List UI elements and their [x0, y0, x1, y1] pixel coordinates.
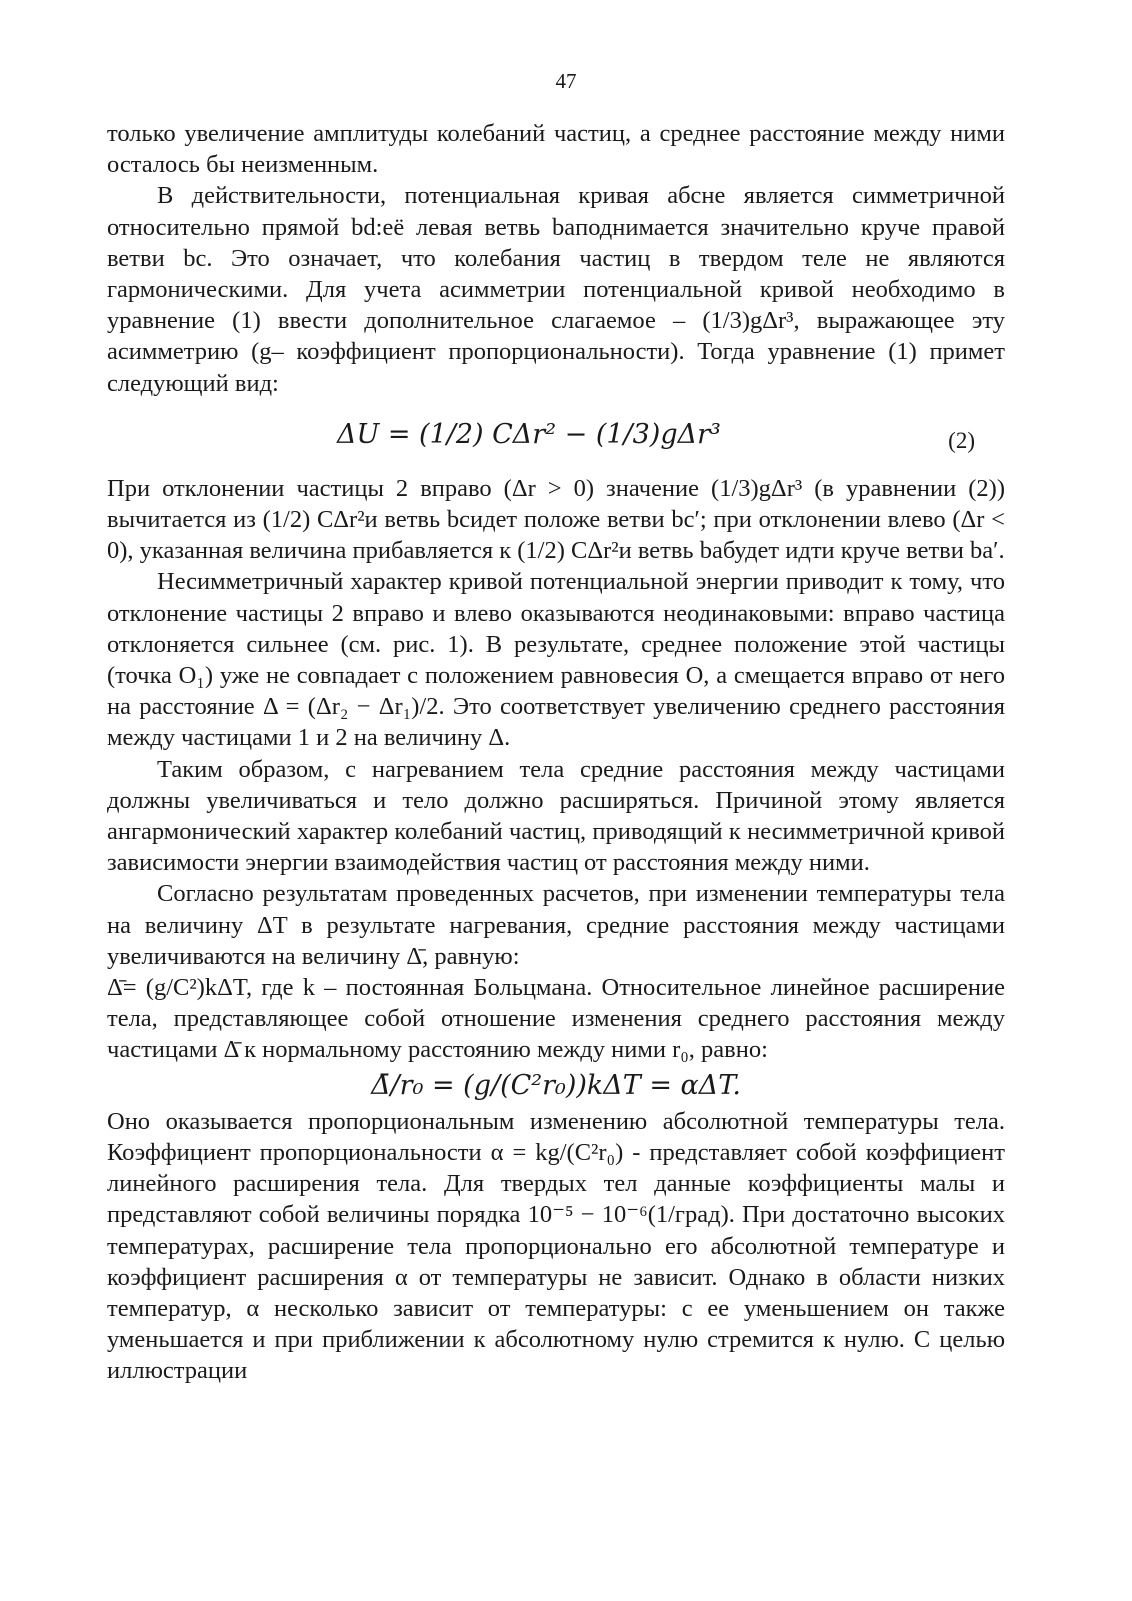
equation-2-formula: ΔU = (1/2) CΔr² − (1/3)gΔr³ — [337, 418, 721, 450]
page-number: 47 — [555, 69, 577, 93]
paragraph-7: Δ̄= (g/C²)kΔT, где k – постоянная Больцмана. Относительное линейное расширение тела, представляющее собой отношение изменения среднего расстояния между частицами Δ̄ к нормальному расстоянию между ними r₀, равно: — [107, 974, 1005, 1064]
page-body — [107, 118, 1005, 1387]
equation-3: Δ̄/r₀ = (g/(C²r₀))kΔT = αΔT. — [371, 1069, 741, 1101]
paragraph-3: При отклонении частицы 2 вправо (Δr > 0) значение (1/3)gΔr³ (в уравнении (2)) вычитается из (1/2) CΔr²и ветвь bcидет положе ветви bc′; при отклонении влево (Δr < 0), указанная величина прибавляется к (1/2) CΔr²и ветвь baбудет идти круче ветви ba′. — [107, 474, 1005, 565]
paragraph-1: только увеличение амплитуды колебаний частиц, а среднее расстояние между ними осталось бы неизменным. — [107, 120, 1005, 179]
paragraph-2: В действительности, потенциальная кривая абсне является симметричной относительно прямой bd:её левая ветвь baподнимается значительно круче правой ветви bc. Это означает, что колебания частиц в твердом теле не являются гармоническими. Для учета асимметрии потенциальной кривой необходимо в уравнение (1) ввести дополнительное слагаемое – (1/3)gΔr³, выражающее эту асимметрию (g– коэффициент пропорциональности). Тогда уравнение (1) примет следующий вид: — [107, 182, 1005, 397]
equation-2-number: (2) — [948, 427, 975, 453]
paragraph-4: Несимметричный характер кривой потенциальной энергии приводит к тому, что отклонение частицы 2 вправо и влево оказываются неодинаковыми: вправо частица отклоняется сильнее (см. рис. 1). В результате, среднее положение этой частицы (точка O₁) уже не совпадает с положением равновесия O, а смещается вправо от него на расстояние Δ = (Δr₂ − Δr₁)/2. Это соответствует увеличению среднего расстояния между частицами 1 и 2 на величину Δ. — [107, 568, 1005, 752]
paragraph-6: Согласно результатам проведенных расчетов, при изменении температуры тела на величину ΔT в результате нагревания, средние расстояния между частицами увеличиваются на величину Δ̄, равную: — [107, 880, 1005, 970]
paragraph-8: Оно оказывается пропорциональным изменению абсолютной температуры тела. Коэффициент пропорциональности α = kg/(C²r₀) - представляет собой коэффициент линейного расширения тела. Для твердых тел данные коэффициенты малы и представляют собой величины порядка 10⁻⁵ − 10⁻⁶(1/град). При достаточно высоких температурах, расширение тела пропорционально его абсолютной температуре и коэффициент расширения α от температуры не зависит. Однако в области низких температур, α несколько зависит от температуры: с ее уменьшением он также уменьшается и при приближении к абсолютному нулю стремится к нулю. С целью иллюстрации — [107, 1107, 1005, 1385]
paragraph-5: Таким образом, с нагреванием тела средние расстояния между частицами должны увеличиваться и тело должно расширяться. Причиной этому является ангармонический характер колебаний частиц, приводящий к несимметричной кривой зависимости энергии взаимодействия частиц от расстояния между ними. — [107, 755, 1005, 877]
equation-2 — [107, 413, 1005, 463]
